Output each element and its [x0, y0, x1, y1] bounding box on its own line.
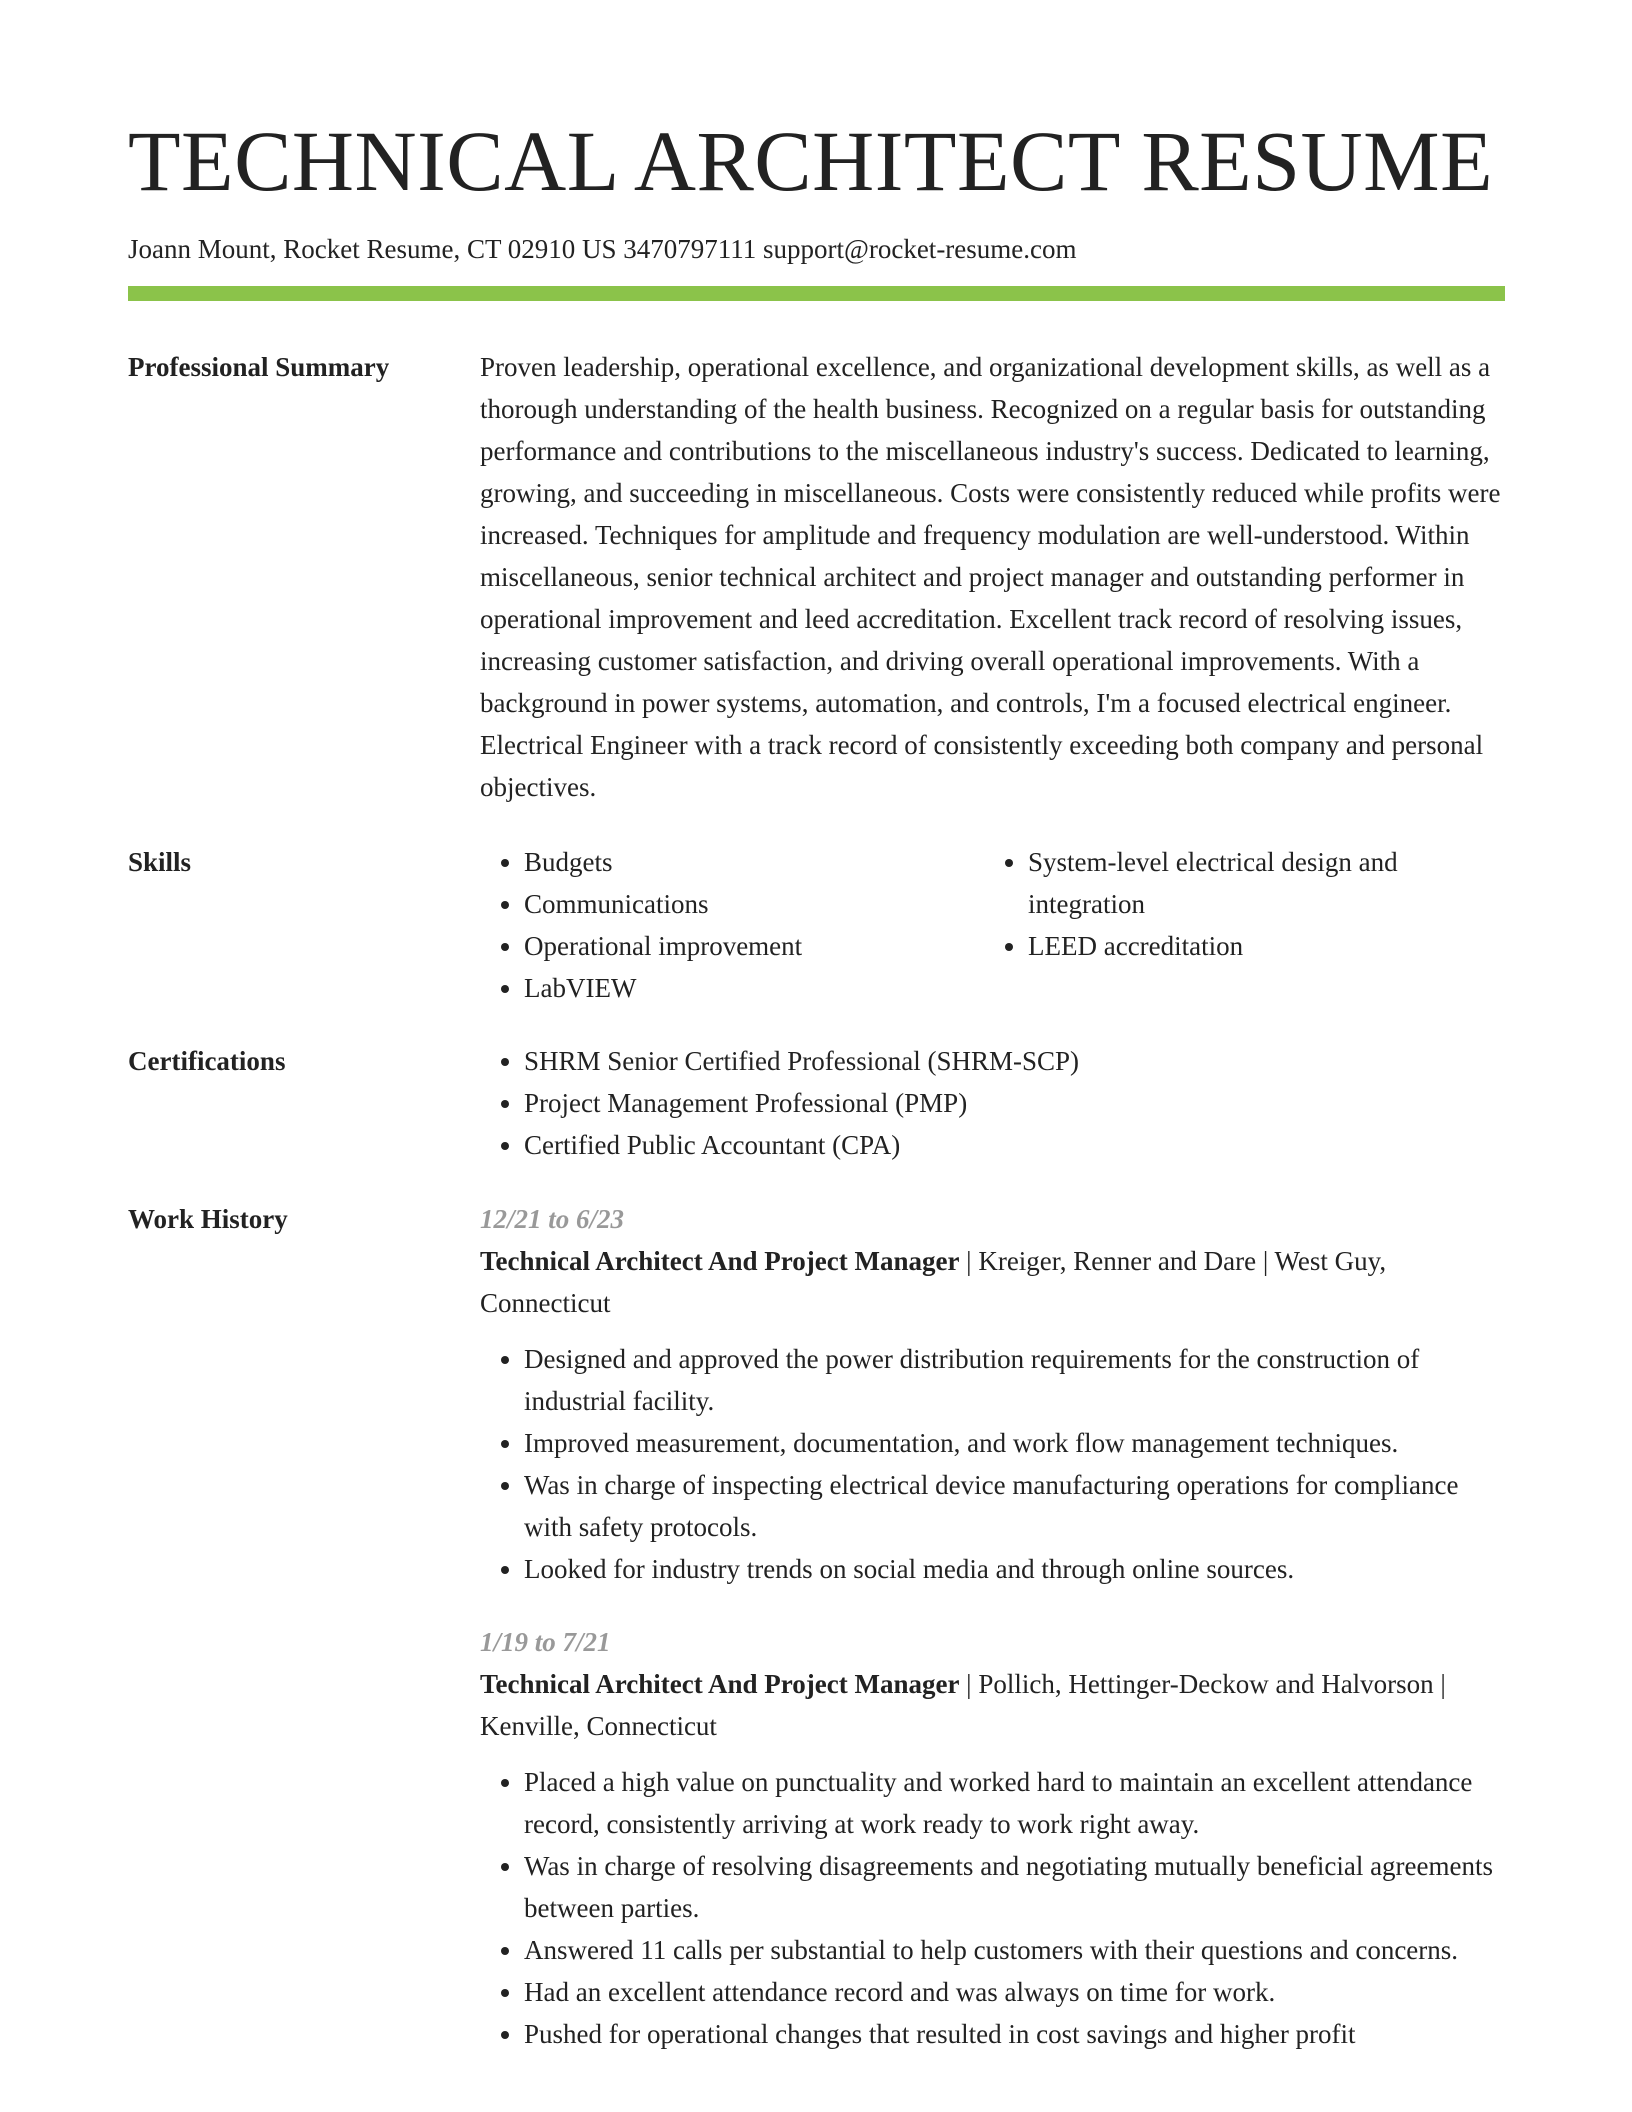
list-item: • Placed a high value on punctuality and worked hard to maintain an excellent attendance record, consistently arriving at work ready to work right away. [524, 1761, 1505, 1845]
job-dates: 12/21 to 6/23 [480, 1204, 625, 1234]
list-item: • Communications [524, 883, 984, 925]
job-details: | Pollich, Hettinger-Deckow and Halvorson | Kenville, Connecticut [480, 1669, 1446, 1741]
work-history-body [480, 1198, 1505, 2086]
job-bullets [480, 1338, 1505, 1590]
job-heading [480, 1663, 1505, 1747]
skills-label: Skills [128, 847, 192, 877]
list-item: • SHRM Senior Certified Professional (SHRM-SCP) [524, 1040, 1505, 1082]
skills-list-left [480, 841, 984, 1009]
certifications-body [480, 1040, 1505, 1166]
list-item: • Was in charge of resolving disagreements and negotiating mutually beneficial agreements between parties. [524, 1845, 1505, 1929]
summary-body [480, 346, 1505, 808]
job-details: | Kreiger, Renner and Dare | West Guy, Connecticut [480, 1246, 1387, 1318]
list-item: • Pushed for operational changes that resulted in cost savings and higher profit [524, 2013, 1505, 2055]
list-item: • Looked for industry trends on social media and through online sources. [524, 1548, 1505, 1590]
accent-divider [128, 286, 1505, 301]
job-title: Technical Architect And Project Manager [480, 1246, 960, 1276]
skills-list-right [984, 841, 1498, 1009]
list-item: • Improved measurement, documentation, and work flow management techniques. [524, 1422, 1505, 1464]
job-entry [480, 1198, 1505, 1590]
summary-text: Proven leadership, operational excellence, and organizational development skills, as well as a thorough understanding of the health business. Recognized on a regular basis for outstanding performance and contributions to the miscellaneous industry's success. Dedicated to learning, growing, and succeeding in miscellaneous. Costs were consistently reduced while profits were increased. Techniques for amplitude and frequency modulation are well-understood. Within miscellaneous, senior technical architect and project manager and outstanding performer in operational improvement and leed accreditation. Excellent track record of resolving issues, increasing customer satisfaction, and driving overall operational improvements. With a background in power systems, automation, and controls, I'm a focused electrical engineer. Electrical Engineer with a track record of consistently exceeding both company and personal objectives. [480, 352, 1501, 802]
certifications-list [480, 1040, 1505, 1166]
list-item: • LEED accreditation [1028, 925, 1498, 967]
list-item: • Project Management Professional (PMP) [524, 1082, 1505, 1124]
job-dates: 1/19 to 7/21 [480, 1627, 611, 1657]
resume-title: TECHNICAL ARCHITECT RESUME [128, 113, 1494, 209]
list-item: • Certified Public Accountant (CPA) [524, 1124, 1505, 1166]
list-item: • Budgets [524, 841, 984, 883]
summary-label: Professional Summary [128, 352, 390, 382]
list-item: • Was in charge of inspecting electrical device manufacturing operations for compliance with safety protocols. [524, 1464, 1505, 1548]
list-item: • Answered 11 calls per substantial to help customers with their questions and concerns. [524, 1929, 1505, 1971]
job-heading [480, 1240, 1505, 1324]
job-title: Technical Architect And Project Manager [480, 1669, 960, 1699]
list-item: • Had an excellent attendance record and was always on time for work. [524, 1971, 1505, 2013]
skills-body [480, 841, 1505, 1009]
list-item: • Designed and approved the power distribution requirements for the construction of industrial facility. [524, 1338, 1505, 1422]
certifications-label: Certifications [128, 1046, 286, 1076]
list-item: • Operational improvement [524, 925, 984, 967]
job-bullets [480, 1761, 1505, 2055]
work-history-label: Work History [128, 1204, 288, 1234]
list-item: • System-level electrical design and integration [1028, 841, 1498, 925]
contact-line: Joann Mount, Rocket Resume, CT 02910 US 3470797111 support@rocket-resume.com [128, 234, 1077, 264]
job-entry [480, 1621, 1505, 2055]
list-item: • LabVIEW [524, 967, 984, 1009]
